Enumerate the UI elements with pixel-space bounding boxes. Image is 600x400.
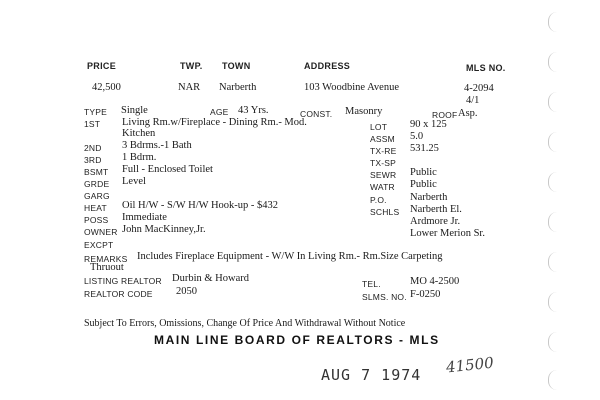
tax-re-value: 531.25 (410, 143, 439, 154)
punch-hole (548, 172, 557, 192)
type-value: Single (121, 105, 148, 116)
possession-value: Immediate (122, 212, 167, 223)
grade-label: GRDE (84, 179, 110, 189)
salesman-no-value: F-0250 (410, 289, 441, 300)
twp-value: NAR (178, 82, 201, 93)
assessment-value: 5.0 (410, 131, 424, 142)
mls-number: 4-2094 (464, 83, 494, 94)
possession-label: POSS (84, 215, 109, 225)
tax-sp-label: TX-SP (370, 158, 397, 168)
post-office-value: Narberth (410, 192, 448, 203)
header-address: ADDRESS (304, 61, 351, 71)
first-floor-value-cont: Kitchen (122, 128, 156, 139)
const-value: Masonry (345, 106, 383, 117)
header-price: PRICE (87, 61, 117, 71)
punch-hole (548, 132, 557, 152)
salesman-no-label: SLMS. NO. (362, 292, 407, 302)
remarks-label: REMARKS (84, 254, 128, 264)
header-twp: TWP. (180, 61, 203, 71)
punch-hole (548, 332, 557, 352)
water-value: Public (410, 179, 437, 190)
remarks-value: Includes Fireplace Equipment - W/W In Living Rm.- Rm.Size Carpeting (137, 251, 443, 262)
first-floor-value: Living Rm.w/Fireplace - Dining Rm.- Mod. (122, 117, 307, 128)
school-senior: Lower Merion Sr. (410, 228, 485, 239)
first-floor-label: 1ST (84, 119, 101, 129)
listing-realtor-label: LISTING REALTOR (84, 276, 162, 286)
punch-hole (548, 52, 557, 72)
heat-value: Oil H/W - S/W H/W Hook-up - $432 (122, 200, 279, 211)
roof-label: ROOF (432, 110, 458, 120)
punch-hole (548, 370, 557, 390)
telephone-label: TEL. (362, 279, 381, 289)
tax-re-label: TX-RE (370, 146, 397, 156)
realtor-code-label: REALTOR CODE (84, 289, 153, 299)
sewer-label: SEWR (370, 170, 397, 180)
owner-label: OWNER (84, 227, 118, 237)
const-label: CONST. (300, 109, 333, 119)
header-mls-no: MLS NO. (466, 63, 506, 73)
post-office-label: P.O. (370, 195, 387, 205)
water-label: WATR (370, 182, 395, 192)
type-label: TYPE (84, 107, 108, 117)
listing-realtor-value: Durbin & Howard (172, 273, 249, 284)
third-floor-label: 3RD (84, 155, 102, 165)
punch-hole (548, 92, 557, 112)
exceptions-label: EXCPT (84, 240, 114, 250)
handwritten-price: 41500 (445, 353, 495, 377)
assessment-label: ASSM (370, 134, 395, 144)
schools-label: SCHLS (370, 207, 400, 217)
basement-value: Full - Enclosed Toilet (122, 164, 213, 175)
realtor-code-value: 2050 (176, 286, 197, 297)
telephone-value: MO 4-2500 (410, 276, 460, 287)
lot-value: 90 x 125 (410, 119, 447, 130)
board-name: MAIN LINE BOARD OF REALTORS - MLS (154, 333, 440, 347)
second-floor-value: 3 Bdrms.-1 Bath (122, 140, 192, 151)
punch-hole (548, 292, 557, 312)
price-value: 42,500 (92, 82, 121, 93)
age-label: AGE (210, 107, 229, 117)
heat-label: HEAT (84, 203, 107, 213)
garage-label: GARG (84, 191, 110, 201)
roof-value: Asp. (458, 108, 478, 119)
punch-hole (548, 212, 557, 232)
disclaimer-text: Subject To Errors, Omissions, Change Of Price And Withdrawal Without Notice (84, 318, 406, 329)
third-floor-value: 1 Bdrm. (122, 152, 157, 163)
grade-value: Level (122, 176, 146, 187)
town-value: Narberth (219, 82, 257, 93)
sewer-value: Public (410, 167, 437, 178)
school-elementary: Narberth El. (410, 204, 462, 215)
school-junior: Ardmore Jr. (410, 216, 461, 227)
age-value: 43 Yrs. (238, 105, 269, 116)
header-town: TOWN (222, 61, 251, 71)
second-floor-label: 2ND (84, 143, 102, 153)
punch-hole (548, 12, 557, 32)
owner-value: John MacKinney,Jr. (122, 224, 206, 235)
remarks-value-cont: Thruout (90, 262, 124, 273)
address-value: 103 Woodbine Avenue (304, 82, 400, 93)
punch-hole (548, 252, 557, 272)
date-stamp: AUG 7 1974 (321, 366, 422, 384)
basement-label: BSMT (84, 167, 109, 177)
lot-label: LOT (370, 122, 388, 132)
mls-sub-number: 4/1 (466, 95, 480, 106)
